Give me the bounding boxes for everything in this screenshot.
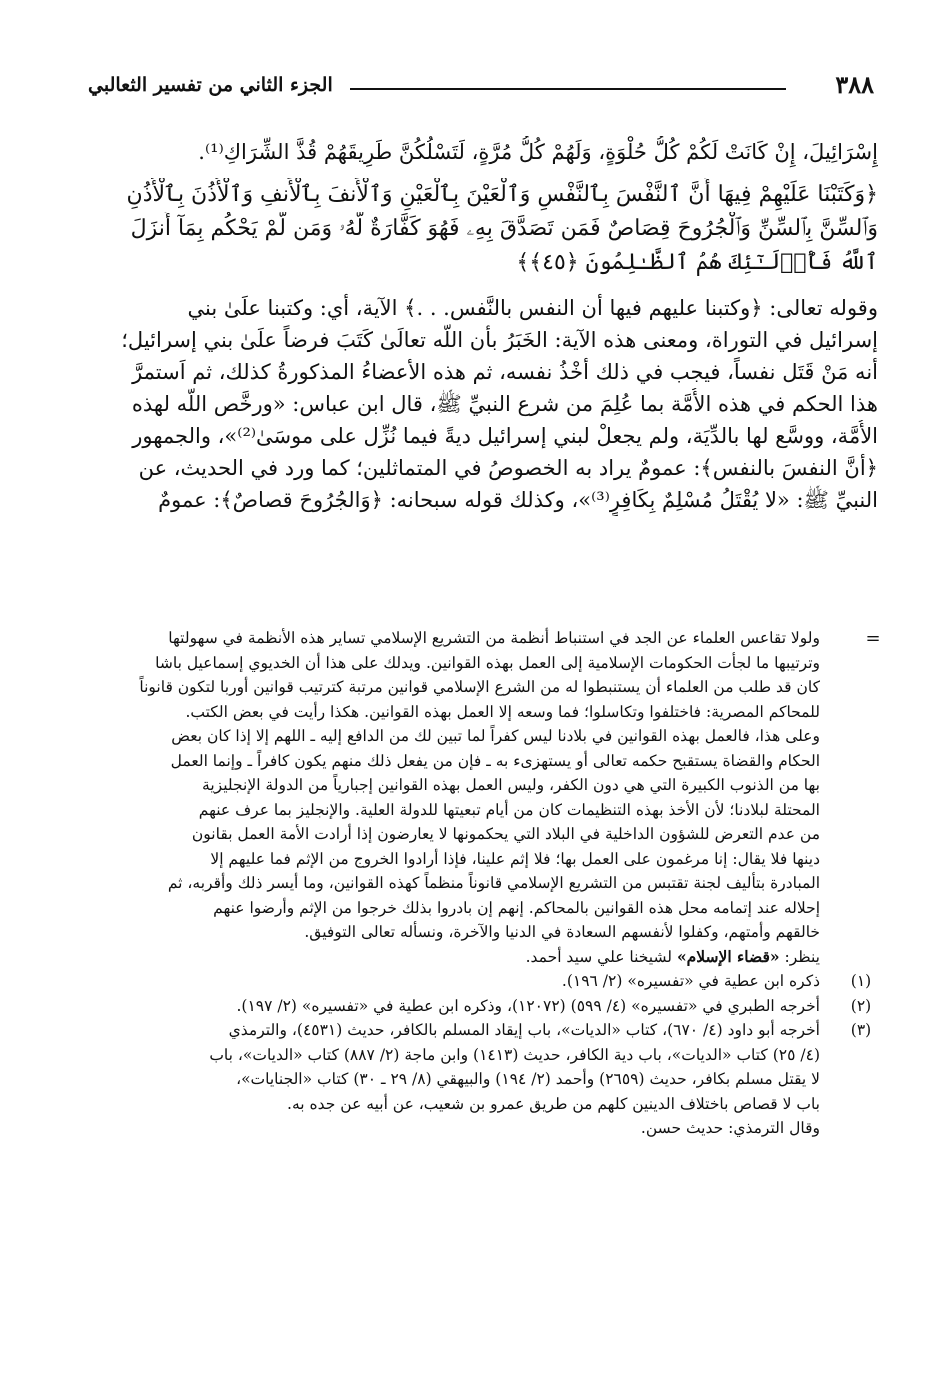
source-book-title: «قضاء الإسلام» [676, 946, 780, 966]
footnote-number: (٣) [850, 1021, 872, 1039]
text-line: وقوله تعالى: ﴿وكتبنا عليهم فيها أن النفس بالنَّفس. . .﴾ الآية، أي: وكتبنا علَىٰ بني [187, 296, 878, 320]
page-number: ٣٨٨ [835, 70, 874, 99]
text-line: هذا الحكم في هذه الأُمَّة بما عُلِمَ من شرع النبيِّ ﷺ، قال ابن عباس: «ورخَّص اللَّه لهذه [131, 392, 878, 416]
text-line: النبيِّ ﷺ: «لا يُقْتَلُ مُسْلِمٌ بِكَافِرٍ⁽³⁾»، وكذلك قوله سبحانه: ﴿وَالجُرُوحَ قصاصٌ﴾: عمومٌ [158, 488, 878, 512]
footnote-2 [86, 994, 886, 1019]
note-line: المحتلة لبلادنا؛ لأن الأخذ بهذه التنظيمات كان من أيام تبعيتها للدولة العلية. والإنجليز بما عرف عنهم [198, 800, 820, 819]
footnote-3 [86, 1018, 886, 1141]
note-line: وعلى هذا، فالعمل بهذه القوانين في بلادنا ليس كفراً لما تبين لك من الدافع إليه ـ اللهم إلا إذا كان بعض [171, 727, 820, 745]
footnote-number: (٢) [850, 996, 872, 1015]
footnote-line: وقال الترمذي: حديث حسن. [640, 1119, 820, 1137]
main-text [86, 136, 878, 516]
note-line: إحلاله عند إتمامه محل هذه القوانين بالمحاكم. إنهم إن بادروا بذلك خرجوا من الإثم وأرضوا عنهم [213, 898, 820, 917]
quran-line: وَٱلسِّنَّ بِٱلسِّنِّ وَٱلْجُرُوحَ قِصَاصٌ فَمَن تَصَدَّقَ بِهِۦ فَهُوَ كَفَّارَةٌ لَّهُۥ وَمَن لَّمْ يَحْكُم بِمَآ أَنزَلَ [130, 216, 878, 241]
note-line: خالقهم وأمتهم، وكفلوا لأنفسهم السعادة في الدنيا والآخرة، ونسأله تعالى التوفيق. [304, 923, 820, 941]
note-line: كان قد طلب من العلماء أن يستنبطوا له من الشرع الإسلامي قوانين مرتبة كترتيب قوانين أوربا لتكون قانوناً [139, 678, 820, 696]
footnote-line: ذكره ابن عطية في «تفسيره» (٢/ ١٩٦). [561, 972, 820, 990]
source-suffix: لشيخنا علي سيد أحمد. [525, 947, 677, 966]
text-line: أنه مَنْ قَتَل نفساً، فيجب في ذلك أخْذُ نفسه، ثم هذه الأعضاءُ المذكورةُ كذلك، ثم اَستمرَّ [132, 360, 878, 384]
footnote-line: (٤/ ٢٥) كتاب «الديات»، باب دية الكافر، حديث (١٤١٣) وابن ماجة (٢/ ٨٨٧) كتاب «الديات»، باب [209, 1045, 820, 1064]
note-line: ولولا تقاعس العلماء عن الجد في استنباط أنظمة من التشريع الإسلامي تساير هذه الأنظمة في سهولتها [168, 629, 820, 647]
footnote-line: لا يقتل مسلم بكافر، حديث (٢٦٥٩) وأحمد (٢/ ١٩٤) والبيهقي (٨/ ٢٩ ـ ٣٠) كتاب «الجنايات»، [236, 1070, 820, 1088]
note-line: وترتيبها ما لجأت الحكومات الإسلامية إلى العمل بهذه القوانين. ويدلك على هذا أن الخديوي إسماعيل باشا [155, 653, 820, 672]
note-line: للمحاكم المصرية: فاختلفوا وتكاسلوا؛ فما وسعه إلا العمل بهذه القوانين. هكذا رأيت في بعض الكتب. [185, 702, 820, 721]
text-line: ﴿أنَّ النفسَ بالنفس﴾: عمومٌ يراد به الخصوصُ في المتماثلين؛ كما ورد في الحديث، عن [138, 456, 878, 480]
note-line: دينها فلا يقال: إنا مرغمون على العمل بها؛ فلا إثم علينا، فإذا أرادوا الخروج من الإثم فما عليهم إلا [210, 849, 820, 868]
footnote-number: (١) [850, 972, 872, 990]
footnote-line: باب لا قصاص باختلاف الدينين كلهم من طريق عمرو بن شعيب، عن أبيه عن جده به. [287, 1094, 820, 1113]
commentary-paragraph [86, 292, 878, 516]
note-line: من عدم التعرض للشؤون الداخلية في البلاد التي يحكمونها لا يعارضون إذا أرادت الأمة العمل بقانون [191, 825, 820, 843]
header-rule [350, 88, 786, 90]
footnote-line: أخرجه الطبري في «تفسيره» (٤/ ٥٩٩) (١٢٠٧٢)، وذكره ابن عطية في «تفسيره» (٢/ ١٩٧). [236, 996, 820, 1015]
running-header [88, 70, 874, 110]
note-line: بها من الذنوب الكبيرة التي هي دون الكفر، وليس العمل بهذه القوانين إجبارياً من الدولة الإنجليزية [202, 776, 820, 794]
note-line: الحكام والقضاة يستقبح حكمه تعالى أو يستهزىء به ـ فإن من يفعل ذلك منهم يكون كافراً ـ وإنما العمل [170, 751, 820, 770]
footnotes-section [86, 626, 886, 1141]
quran-line: ٱللَّهُ فَأُو۟لَـٰٓئِكَ هُمُ ٱلظَّـٰلِمُونَ ﴿٤٥﴾﴾ [516, 250, 878, 275]
quran-verse-block [86, 178, 878, 280]
quran-line: ﴿وَكَتَبْنَا عَلَيْهِمْ فِيهَا أَنَّ ٱلنَّفْسَ بِٱلنَّفْسِ وَٱلْعَيْنَ بِٱلْعَيْنِ وَٱلْأَنفَ بِٱلْأَنفِ وَٱلْأُذُنَ بِٱلْأُذُنِ [126, 182, 878, 207]
text-line: الأُمَّة، ووسَّع لها بالدِّيَة، ولم يجعلْ لبني إسرائيل ديةً فيما نُزِّل على موسَىٰ⁽²⁾»، والجمهور [132, 424, 878, 448]
continuation-mark: = [865, 628, 881, 649]
footnote-1 [86, 969, 886, 994]
text-line: إسرائيل في التوراة، ومعنى هذه الآية: الخَبَرُ بأن اللَّه تعالَىٰ كَتَبَ فرضاً علَىٰ بني إسرائيل؛ [121, 328, 878, 352]
continued-note [86, 626, 820, 969]
note-line: المبادرة بتأليف لجنة تقتبس من التشريع الإسلامي قانوناً منظماً كهذه القوانين، وما أيسر ذلك وأقربه، ثم [167, 874, 820, 892]
note-source-line [86, 945, 820, 970]
footnote-line: أخرجه أبو داود (٤/ ٦٧٠)، كتاب «الديات»، باب إيقاد المسلم بالكافر، حديث (٤٥٣١)، والترمذي [228, 1021, 820, 1039]
running-title: الجزء الثاني من تفسير الثعالبي [88, 74, 333, 96]
source-prefix: ينظر: [779, 947, 820, 966]
text-line: إِسْرَائِيلَ، إِنْ كَانَتْ لَكُمْ كُلُّ حُلْوَةٍ، وَلَهُمْ كُلُّ مُرَّةٍ، لَتَسْلُكُنَّ طَرِيقَهُمْ قُذَّ الشِّرَاكِ⁽¹⁾. [198, 140, 878, 164]
